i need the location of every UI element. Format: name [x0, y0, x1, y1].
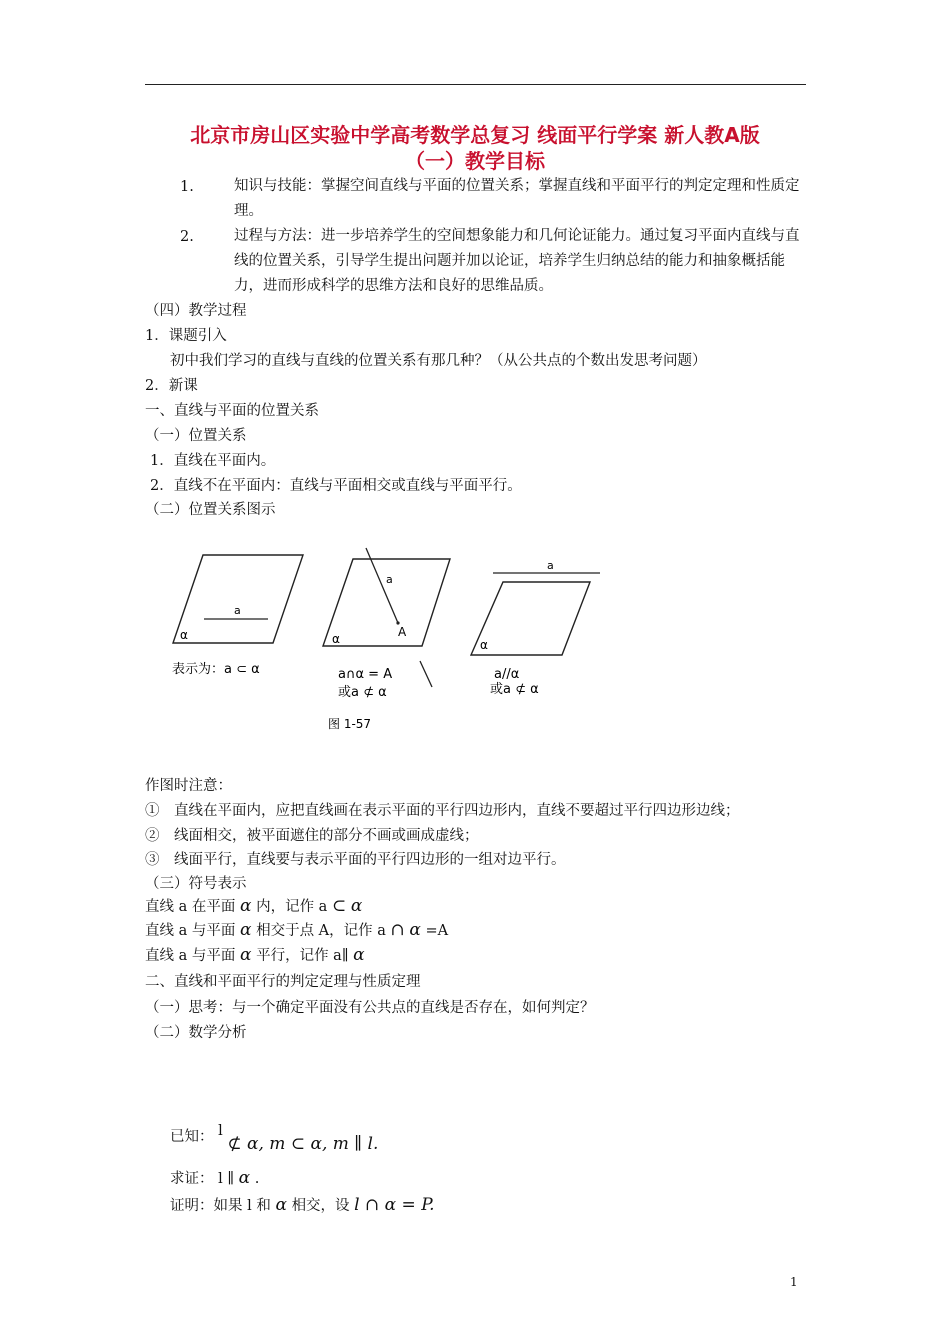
proof-mid: 相交，设: [291, 1198, 350, 1214]
goal-number-1: 1.: [180, 179, 194, 195]
proof-expression: l ∩ α = P.: [354, 1195, 435, 1215]
known-label: 已知：: [170, 1129, 214, 1145]
heading-section-2: 二、直线和平面平行的判定定理与性质定理: [145, 974, 421, 990]
label-a-1: a: [234, 604, 241, 617]
relation-diagram: [168, 543, 608, 743]
alpha-symbol: α: [350, 896, 363, 916]
alpha-symbol: α: [239, 945, 252, 965]
prove-line: 求证： l ∥ α .: [170, 1168, 260, 1188]
caption-3b: 或a ⊄ α: [490, 682, 539, 697]
symbol-line-1: [145, 896, 362, 917]
intro-question: 初中我们学习的直线与直线的位置关系有那几种？（从公共点的个数出发思考问题）: [170, 353, 707, 369]
symbol-3-mid: 平行，记作 a∥: [256, 948, 349, 964]
header-rule: [145, 84, 806, 85]
cap-symbol: ∩: [390, 920, 405, 940]
note-3: ③ 线面平行，直线要与表示平面的平行四边形的一组对边平行。: [145, 852, 566, 868]
heading-new-course: 2．新课: [145, 378, 198, 394]
caption-2a: a∩α = A: [338, 667, 393, 682]
heading-relation: （一）位置关系: [145, 428, 247, 444]
section-title-goals: （一）教学目标: [405, 149, 545, 173]
note-1: ① 直线在平面内，应把直线画在表示平面的平行四边形内，直线不要超过平行四边形边线；: [145, 803, 740, 819]
alpha-symbol: α: [239, 920, 252, 940]
symbol-1-prefix: 直线 a 在平面: [145, 899, 236, 915]
prove-expression: l ∥: [218, 1171, 235, 1187]
heading-intro: 1．课题引入: [145, 328, 227, 344]
prove-label: 求证：: [170, 1171, 214, 1187]
label-alpha-2: α: [332, 632, 340, 646]
relation-2: 2．直线不在平面内：直线与平面相交或直线与平面平行。: [150, 478, 522, 494]
known-line: [170, 1123, 379, 1154]
symbol-2-mid: 相交于点 A，记作 a: [256, 923, 386, 939]
goal-number-2: 2.: [180, 229, 194, 245]
subset-symbol: ⊂: [331, 896, 347, 916]
plane-1: [173, 555, 303, 643]
symbol-2-prefix: 直线 a 与平面: [145, 923, 236, 939]
label-A: A: [398, 625, 407, 639]
caption-1: 表示为：a ⊂ α: [172, 662, 260, 677]
caption-3a: a//α: [494, 667, 520, 682]
note-2: ② 线面相交，被平面遮住的部分不画或画成虚线；: [145, 828, 479, 844]
heading-process: （四）教学过程: [145, 303, 247, 319]
relation-1: 1．直线在平面内。: [150, 453, 276, 469]
plane-3: [471, 582, 590, 655]
goal-text-2: 过程与方法：进一步培养学生的空间想象能力和几何论证能力。通过复习平面内直线与直线的位置关系，引导学生提出问题并加以论证，培养学生归纳总结的能力和抽象概括能力，进而形成科学的思维方法和良好的思维品质。: [234, 228, 800, 294]
page-number: 1: [790, 1275, 798, 1289]
symbol-line-2: [145, 920, 448, 941]
goal-text-1: 知识与技能：掌握空间直线与平面的位置关系；掌握直线和平面平行的判定定理和性质定理。: [234, 178, 800, 219]
page-title: 北京市房山区实验中学高考数学总复习 线面平行学案 新人教A版: [190, 123, 760, 147]
label-a-2: a: [386, 573, 393, 586]
known-l: l: [218, 1123, 223, 1139]
caption-2b: 或a ⊄ α: [338, 685, 387, 700]
heading-symbols: （三）符号表示: [145, 876, 247, 892]
note-heading: 作图时注意：: [145, 778, 232, 794]
symbol-line-3: [145, 945, 365, 966]
alpha-symbol: α: [353, 945, 365, 965]
alpha-symbol: α: [238, 1168, 251, 1188]
heading-section-1: 一、直线与平面的位置关系: [145, 403, 319, 419]
label-alpha-3: α: [480, 638, 488, 652]
heading-analysis: （二）数学分析: [145, 1025, 247, 1041]
proof-prefix: 证明：如果 l 和: [170, 1198, 271, 1214]
think-question: （一）思考：与一个确定平面没有公共点的直线是否存在，如何判定？: [145, 1000, 595, 1016]
figure-label: 图 1-57: [328, 717, 372, 731]
label-a-3: a: [547, 559, 554, 572]
equals-A: =A: [425, 923, 449, 939]
label-alpha-1: α: [180, 628, 188, 642]
line-intersecting-below: [420, 661, 432, 687]
heading-diagram: （二）位置关系图示: [145, 502, 276, 518]
alpha-symbol: α: [275, 1195, 287, 1215]
symbol-3-prefix: 直线 a 与平面: [145, 948, 236, 964]
known-expression: ⊄ α, m ⊂ α, m ∥ l.: [227, 1134, 379, 1154]
alpha-symbol: α: [239, 896, 252, 916]
symbol-1-mid: 内，记作 a: [256, 899, 328, 915]
alpha-symbol: α: [409, 920, 421, 940]
proof-line: [170, 1195, 435, 1216]
